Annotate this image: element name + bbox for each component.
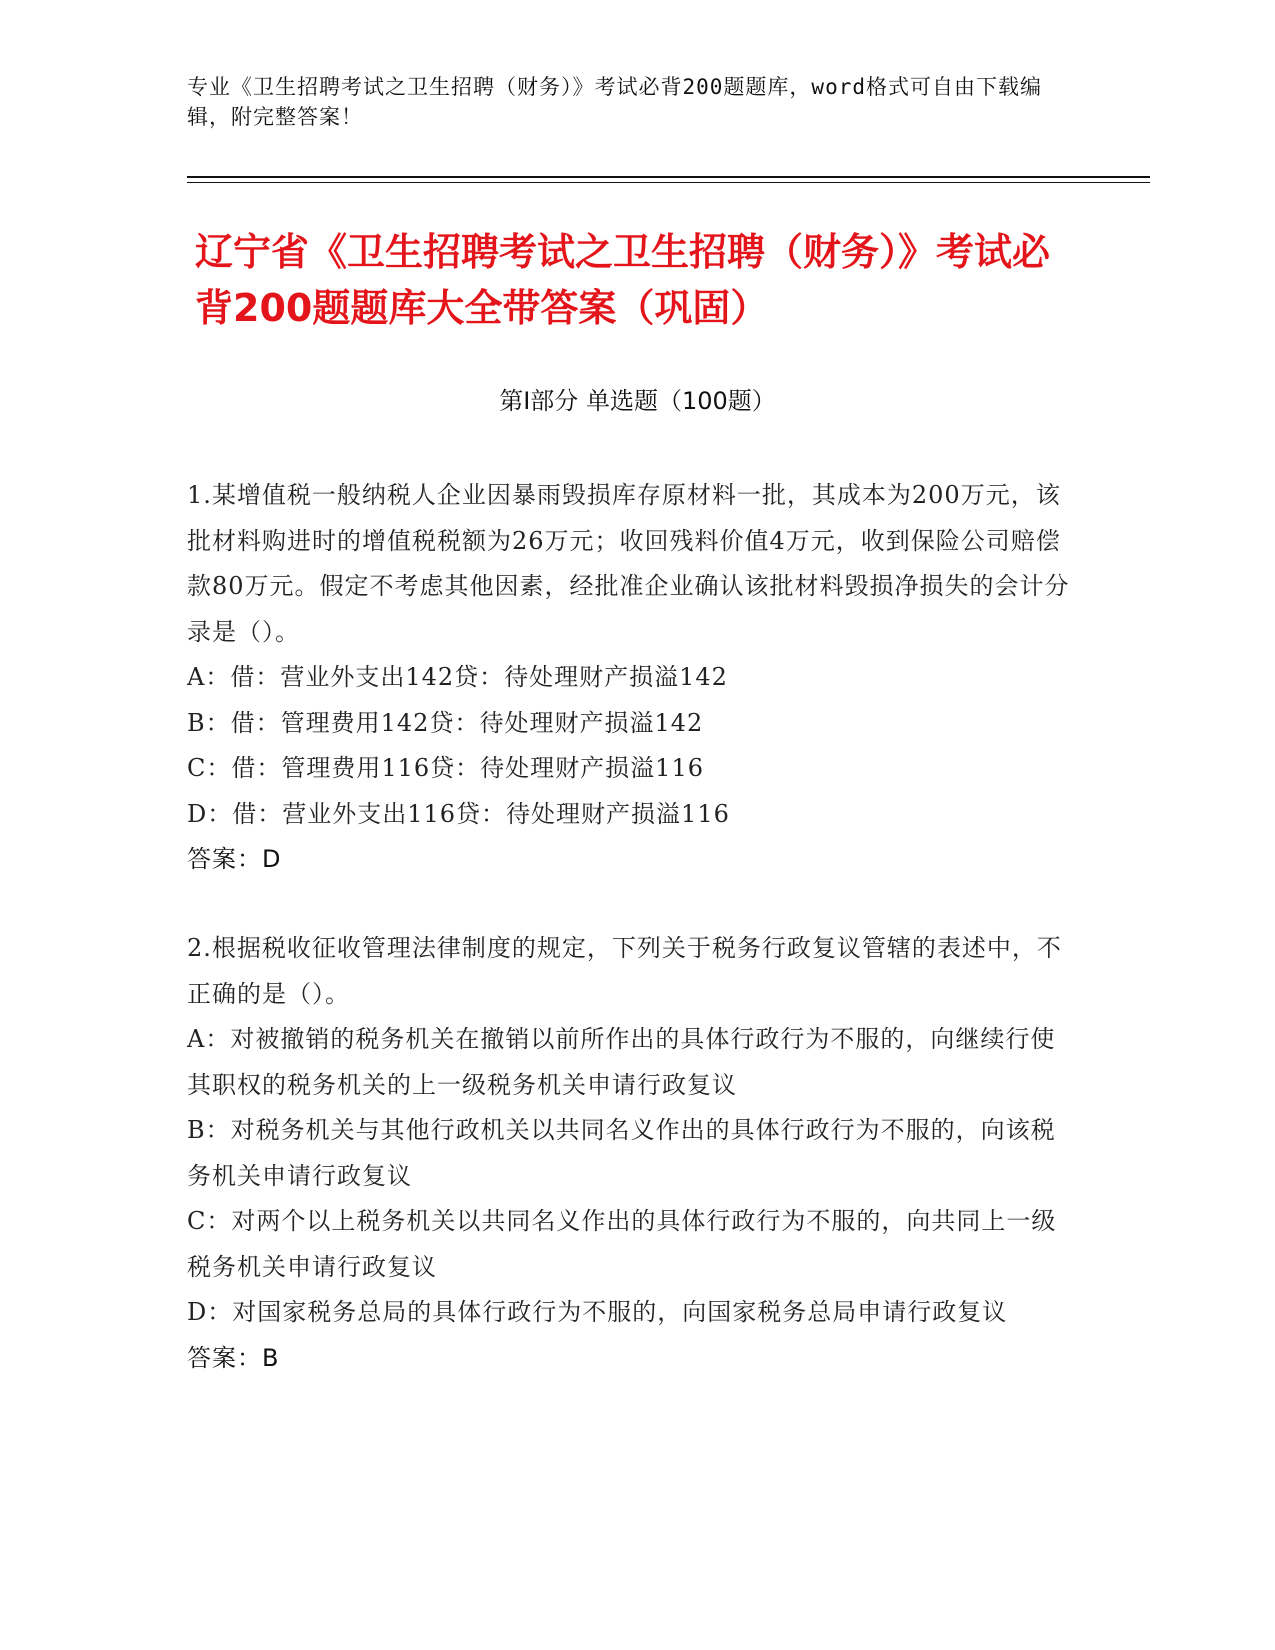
question-stem: 2.根据税收征收管理法律制度的规定，下列关于税务行政复议管辖的表述中，不正确的是（）。 (187, 934, 1062, 1008)
header-divider-thin (187, 182, 1150, 183)
question-2 (187, 926, 1077, 1381)
header-note: 专业《卫生招聘考试之卫生招聘（财务）》考试必背200题题库，word格式可自由下载编辑，附完整答案！ (187, 75, 1042, 129)
answer-label: 答案：D (187, 845, 282, 873)
option-b: B：对税务机关与其他行政机关以共同名义作出的具体行政行为不服的，向该税务机关申请行政复议 (187, 1116, 1056, 1190)
document-title: 辽宁省《卫生招聘考试之卫生招聘（财务）》考试必背200题题库大全带答案（巩固） (195, 230, 1051, 330)
option-b: B：借：管理费用142贷：待处理财产损溢142 (187, 708, 704, 737)
option-d: D：对国家税务总局的具体行政行为不服的，向国家税务总局申请行政复议 (187, 1298, 1008, 1326)
answer-label: 答案：B (187, 1343, 280, 1372)
header-divider-thick (187, 176, 1150, 178)
option-a: A：对被撤销的税务机关在撤销以前所作出的具体行政行为不服的，向继续行使其职权的税务机关的上一级税务机关申请行政复议 (187, 1025, 1056, 1099)
question-1 (187, 473, 1077, 883)
question-stem: 1.某增值税一般纳税人企业因暴雨毁损库存原材料一批，其成本为200万元，该批材料购进时的增值税税额为26万元；收回残料价值4万元，收到保险公司赔偿款80万元。假定不考虑其他因素，经批准企业确认该批材料毁损净损失的会计分录是（）。 (187, 481, 1070, 646)
option-c: C：借：管理费用116贷：待处理财产损溢116 (187, 754, 704, 782)
option-d: D：借：营业外支出116贷：待处理财产损溢116 (187, 799, 730, 828)
option-a: A：借：营业外支出142贷：待处理财产损溢142 (187, 663, 728, 691)
option-c: C：对两个以上税务机关以共同名义作出的具体行政行为不服的，向共同上一级税务机关申请行政复议 (187, 1207, 1057, 1281)
section-heading: 第I部分 单选题（100题） (499, 387, 776, 415)
